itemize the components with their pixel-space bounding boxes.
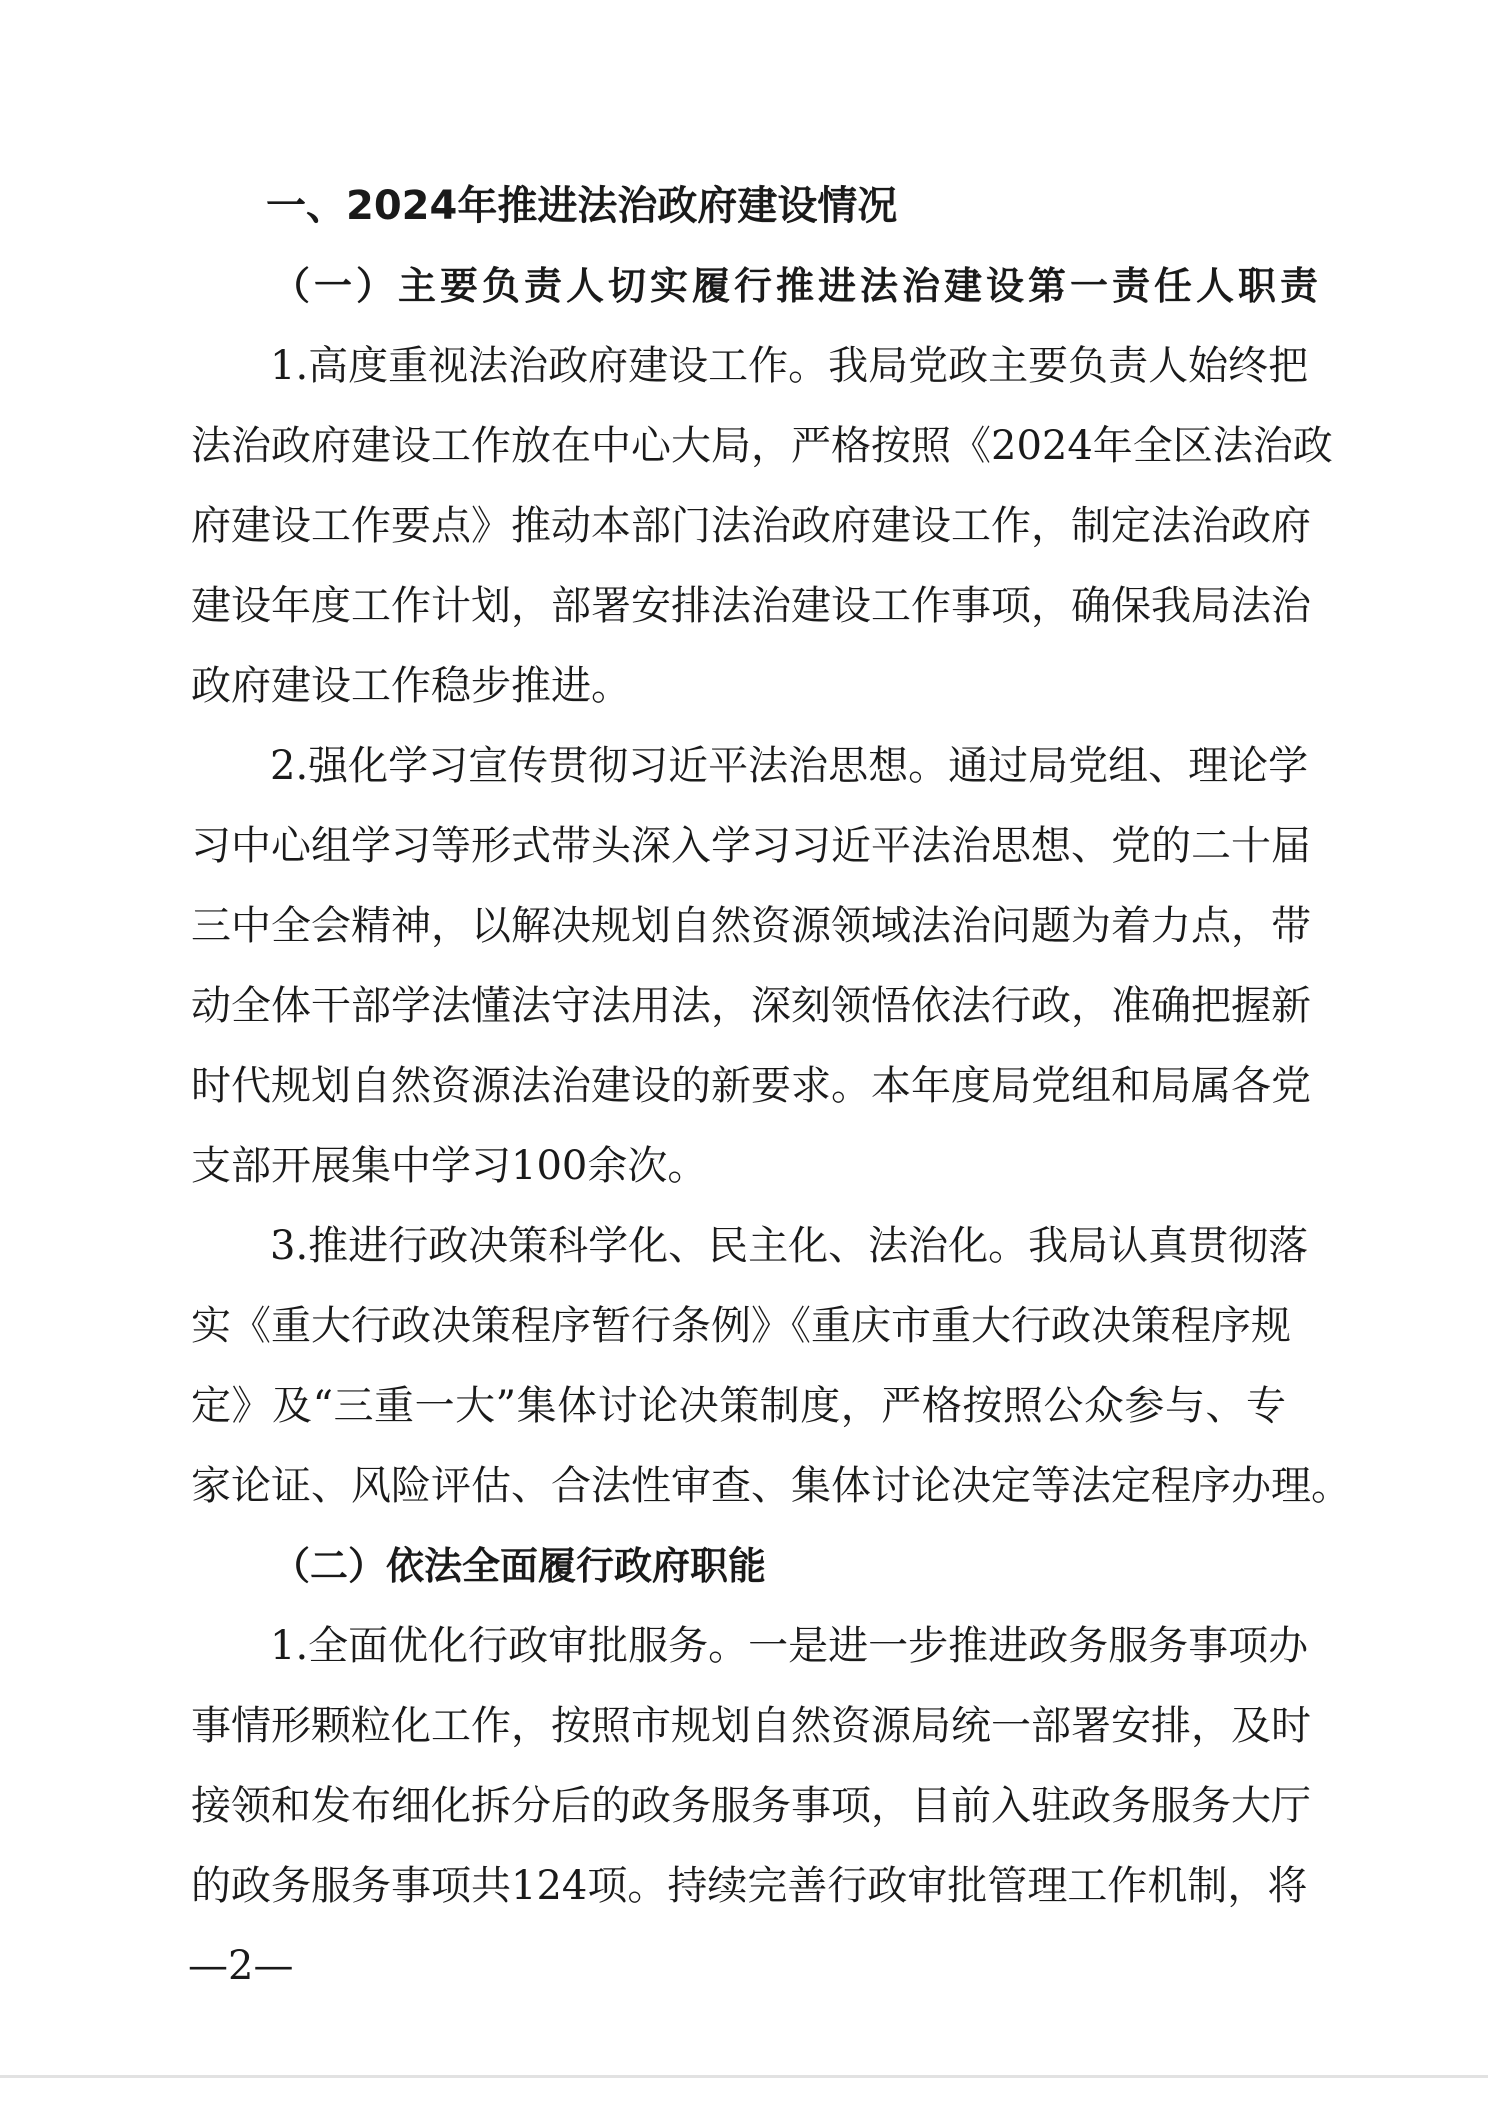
- paragraph-line: 3.推进行政决策科学化、民主化、法治化。我局认真贯彻落: [270, 1223, 1309, 1269]
- paragraph-line: 定》及“三重一大”集体讨论决策制度，严格按照公众参与、专: [191, 1383, 1286, 1429]
- subsection-heading: （二）依法全面履行政府职能: [272, 1544, 767, 1588]
- scan-edge-line: [0, 2075, 1488, 2078]
- paragraph-line: 时代规划自然资源法治建设的新要求。本年度局党组和局属各党: [191, 1063, 1311, 1109]
- paragraph-line: 法治政府建设工作放在中心大局，严格按照《2024年全区法治政: [191, 423, 1333, 469]
- paragraph-line: 家论证、风险评估、合法性审查、集体讨论决定等法定程序办理。: [191, 1463, 1351, 1509]
- paragraph-line: 习中心组学习等形式带头深入学习习近平法治思想、党的二十届: [191, 823, 1311, 869]
- subsection-heading: （一）主要负责人切实履行推进法治建设第一责任人职责: [272, 264, 1323, 308]
- paragraph-line: 政府建设工作稳步推进。: [191, 663, 631, 709]
- paragraph-line: 建设年度工作计划，部署安排法治建设工作事项，确保我局法治: [191, 583, 1311, 629]
- page-number: —2—: [188, 1943, 294, 1989]
- paragraph-line: 动全体干部学法懂法守法用法，深刻领悟依法行政，准确把握新: [191, 983, 1311, 1029]
- section-heading: 一、2024年推进法治政府建设情况: [266, 183, 898, 229]
- paragraph-line: 2.强化学习宣传贯彻习近平法治思想。通过局党组、理论学: [270, 743, 1309, 789]
- paragraph-line: 实《重大行政决策程序暂行条例》《重庆市重大行政决策程序规: [191, 1303, 1291, 1349]
- paragraph-line: 的政务服务事项共124项。持续完善行政审批管理工作机制，将: [191, 1863, 1308, 1909]
- paragraph-line: 三中全会精神，以解决规划自然资源领域法治问题为着力点，带: [191, 903, 1311, 949]
- paragraph-line: 支部开展集中学习100余次。: [191, 1143, 708, 1189]
- paragraph-line: 1.全面优化行政审批服务。一是进一步推进政务服务事项办: [270, 1623, 1309, 1669]
- paragraph-line: 接领和发布细化拆分后的政务服务事项，目前入驻政务服务大厅: [191, 1783, 1311, 1829]
- paragraph-line: 1.高度重视法治政府建设工作。我局党政主要负责人始终把: [270, 343, 1309, 389]
- paragraph-line: 府建设工作要点》推动本部门法治政府建设工作，制定法治政府: [191, 503, 1311, 549]
- paragraph-line: 事情形颗粒化工作，按照市规划自然资源局统一部署安排，及时: [191, 1703, 1311, 1749]
